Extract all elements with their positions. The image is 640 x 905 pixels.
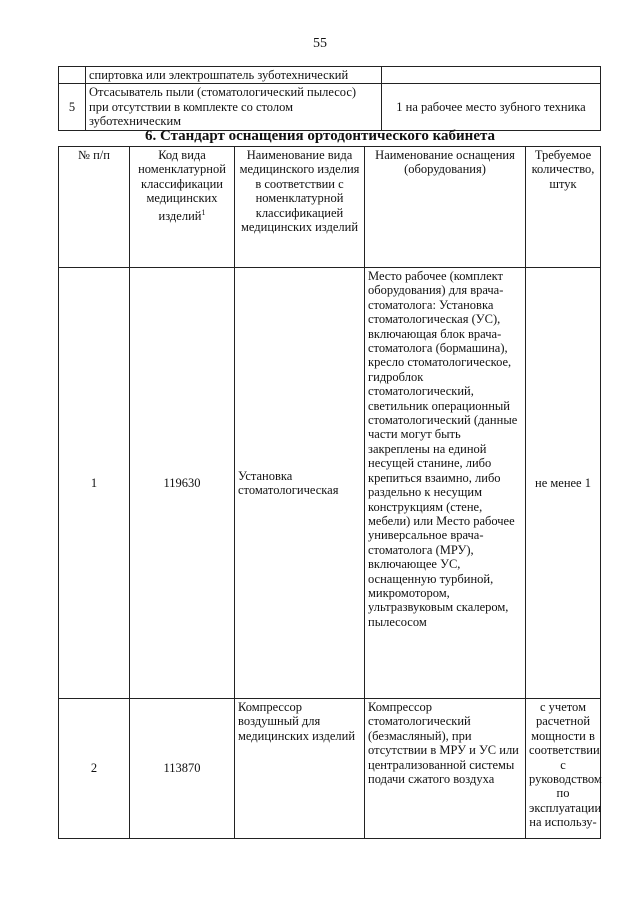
row-quantity: не менее 1 (526, 268, 601, 699)
header-equipment: Наименование оснащения (оборудования) (365, 147, 526, 268)
previous-table-continuation (58, 66, 601, 131)
section-title: 6. Стандарт оснащения ортодонтического кабинета (144, 128, 496, 144)
equipment-name: спиртовка или электрошпатель зуботехнический (86, 67, 382, 84)
row-number: 5 (59, 84, 86, 130)
row-number: 2 (59, 699, 130, 839)
row-kind: Установка стоматологическая (235, 268, 365, 699)
footnote-mark: 1 (201, 207, 206, 217)
header-number: № п/п (59, 147, 130, 268)
table-row (59, 268, 601, 699)
quantity: 1 на рабочее место зубного техника (382, 84, 601, 130)
header-code (130, 147, 235, 268)
header-kind: Наименование вида медицинского изделия в соответствии с номенклатурной классификацией медицинских изделий (235, 147, 365, 268)
table-row (59, 67, 601, 84)
row-number: 1 (59, 268, 130, 699)
equipment-standard-table (58, 146, 601, 839)
table-row (59, 699, 601, 839)
row-equipment: Компрессор стоматологический (безмасляный), при отсутствии в МРУ и УС или централизованной системы подачи сжатого воздуха (365, 699, 526, 839)
row-code: 113870 (130, 699, 235, 839)
header-quantity: Требуемое количество, штук (526, 147, 601, 268)
row-code: 119630 (130, 268, 235, 699)
row-number (59, 67, 86, 84)
header-code-text: Код вида номенклатурной классификации медицинских изделий (138, 148, 226, 223)
table-row (59, 84, 601, 130)
row-kind: Компрессор воздушный для медицинских изделий (235, 699, 365, 839)
row-quantity: с учетом расчетной мощности в соответствии с руководством по эксплуатации на использу- (526, 699, 601, 839)
row-equipment: Место рабочее (комплект оборудования) для врача-стоматолога: Установка стоматологическая (УС), включающая блок врача-стоматолога (бормашина), кресло стоматологическое, гидроблок стоматологический, светильник операционный стоматологический (данные части могут быть закреплены на единой несущей станине, либо крепиться взаимно, либо раздельно к несущим конструкциям (стене, мебели) или Место рабочее универсальное врача-стоматолога (МРУ), включающее УС, оснащенную турбиной, микромотором, ультразвуковым скалером, пылесосом (365, 268, 526, 699)
table-header-row (59, 147, 601, 268)
page-number: 55 (313, 36, 327, 51)
quantity (382, 67, 601, 84)
equipment-name: Отсасыватель пыли (стоматологический пылесос) при отсутствии в комплекте со столом зуботехническим (86, 84, 382, 130)
